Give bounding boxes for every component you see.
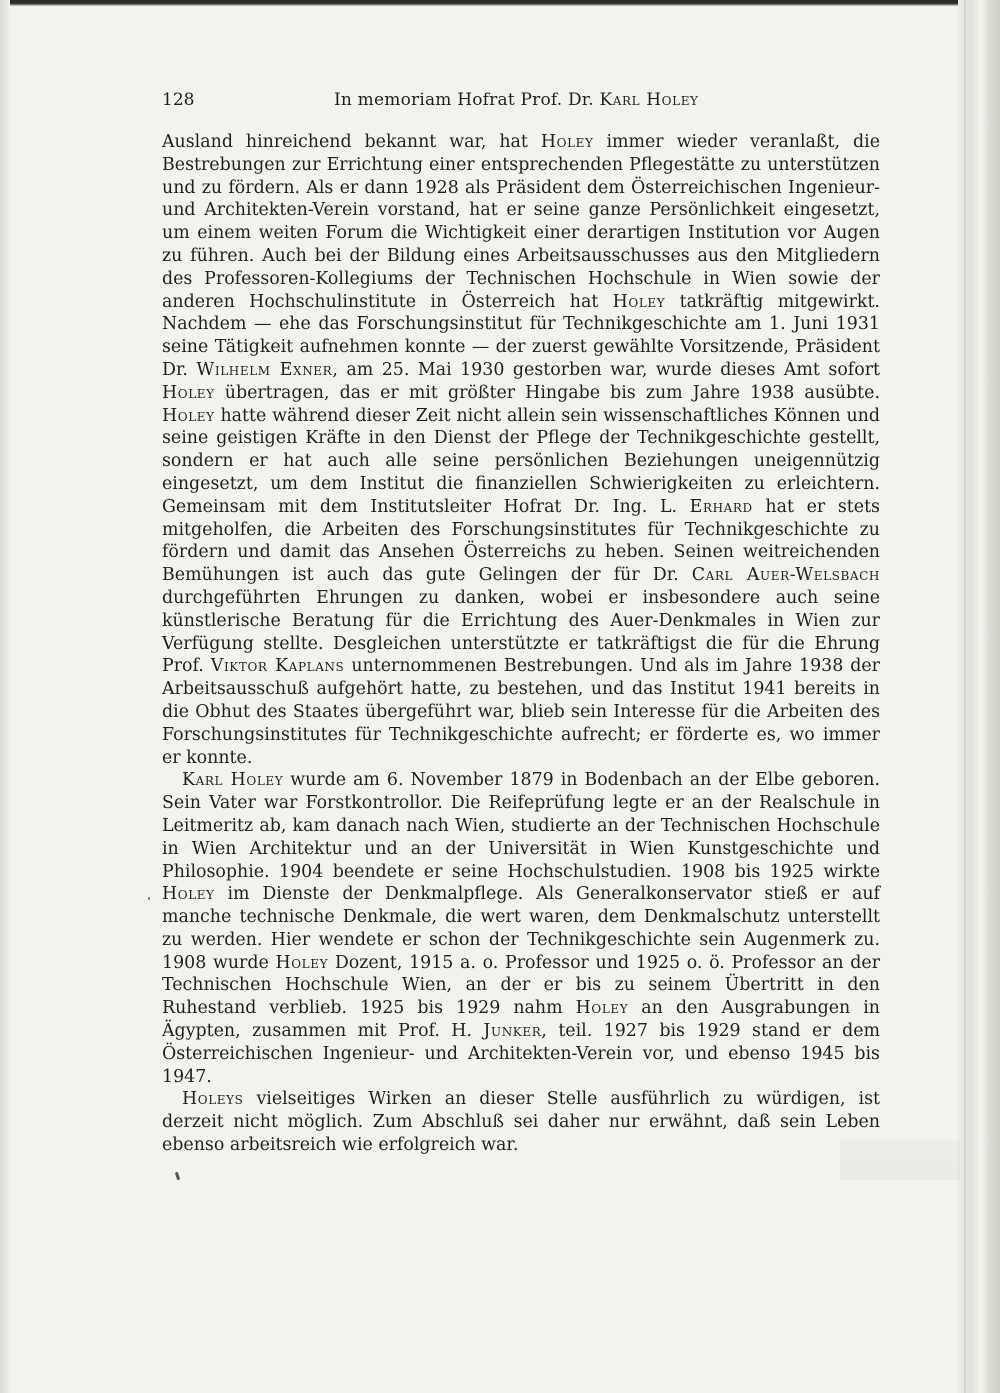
body-text — [162, 131, 880, 1157]
name-smallcaps: Holey — [275, 952, 329, 973]
paragraph — [162, 131, 880, 769]
page-left-edge — [0, 0, 10, 1393]
name-smallcaps: Holeys — [182, 1089, 244, 1110]
running-title-name: Karl Holey — [599, 90, 699, 110]
page-fold-line — [964, 0, 966, 1393]
name-smallcaps: Holey — [575, 998, 629, 1019]
text-run: hatte während dieser Zeit nicht allein sein wissenschaftliches Können und seine geistigen Kräfte in den Dienst der Pflege der Technikgeschichte gestellt, sondern er hat auch alle seine persönlichen Beziehungen uneigennützig eingesetzt, um dem Institut die finanziellen Schwierigkeiten zu erleichtern. Gemeinsam mit dem Institutsleiter Hofrat Dr. Ing. L. — [162, 405, 880, 517]
name-smallcaps: Karl Holey — [182, 770, 284, 791]
text-run: vielseitiges Wirken an dieser Stelle ausführlich zu würdigen, ist derzeit nicht möglich. Zum Abschluß sei daher nur erwähnt, daß sein Leben ebenso arbeitsreich wie erfolgreich war. — [162, 1089, 880, 1156]
name-smallcaps: Carl Auer-Welsbach — [691, 565, 880, 586]
text-run: immer wieder veranlaßt, die Bestrebungen zur Errichtung einer entsprechenden Pflegestätte zu unterstützen und zu fördern. Als er dann 1928 als Präsident dem Österreichischen Ingenieur- und Architekten-Verein vorstand, hat er seine ganze Persönlichkeit eingesetzt, um einem weiten Forum die Wichtigkeit einer derartigen Institution vor Augen zu führen. Auch bei der Bildung eines Arbeitsausschusses aus den Mitgliedern des Professoren-Kollegiums der Technischen Hochschule in Wien sowie der anderen Hochschulinstitute in Österreich hat — [162, 132, 880, 312]
page-number: 128 — [162, 90, 195, 110]
name-smallcaps: Junker — [483, 1021, 542, 1042]
name-smallcaps: Holey — [162, 884, 215, 905]
ink-dot — [148, 897, 150, 900]
text-run: durchgeführten Ehrungen zu danken, wobei er insbesondere auch seine künstlerische Beratung für die Errichtung des Auer-Denkmales in Wien zur Verfügung stellte. Desgleichen unterstützte er tatkräftigst die für die Ehrung Prof. — [162, 587, 880, 677]
text-run: unternommenen Bestrebungen. Und als im Jahre 1938 der Arbeitsausschuß aufgehört hatte, zu bestehen, und das Institut 1941 bereits in die Obhut des Staates übergeführt war, blieb sein Interesse für die Arbeiten des Forschungsinstitutes für Technikgeschichte aufrecht; er förderte es, wo immer er konnte. — [162, 656, 880, 768]
running-header — [162, 90, 880, 114]
text-run: an den Ausgrabungen in Ägypten, zusammen mit Prof. H. — [162, 998, 880, 1042]
running-title-prefix: In memoriam Hofrat Prof. Dr. — [334, 90, 594, 110]
ink-speck — [175, 1172, 180, 1181]
page-top-edge — [0, 0, 1000, 6]
text-run: tatkräftig mitgewirkt. Nachdem — ehe das Forschungsinstitut für Technikgeschichte am 1. Juni 1931 seine Tätigkeit aufnehmen konnte — der zuerst gewählte Vorsitzende, Präsident Dr. — [162, 291, 880, 380]
text-run: übertragen, das er mit größter Hingabe bis zum Jahre 1938 ausübte. — [214, 382, 880, 403]
name-smallcaps: Viktor Kaplans — [210, 656, 345, 677]
name-smallcaps: Holey — [162, 405, 215, 426]
running-title — [334, 90, 699, 110]
name-smallcaps: Wilhelm Exner — [196, 359, 333, 380]
text-run: , am 25. Mai 1930 gestorben war, wurde dieses Amt sofort — [332, 359, 880, 380]
name-smallcaps: Holey — [540, 132, 594, 152]
name-smallcaps: Erhard — [689, 496, 753, 517]
show-through — [840, 1140, 960, 1180]
paragraph — [162, 1088, 880, 1156]
text-run: Ausland hinreichend bekannt war, hat — [162, 132, 541, 152]
text-run: wurde am 6. November 1879 in Bodenbach an der Elbe geboren. Sein Vater war Forstkontrollor. Die Reifeprüfung legte er an der Realschule in Leitmeritz ab, kam danach nach Wien, studierte an der Technischen Hochschule in Wien Architektur und an der Universität in Wien Kunstgeschichte und Philosophie. 1904 beendete er seine Hochschulstudien. 1908 bis 1925 wirkte — [162, 770, 880, 882]
name-smallcaps: Holey — [162, 382, 215, 403]
text-run: im Dienste der Denkmalpflege. Als Generalkonservator stieß er auf manche technische Denkmale, die wert waren, dem Denkmalschutz unterstellt zu werden. Hier wendete er schon der Technikgeschichte sein Augenmerk zu. 1908 wurde — [162, 884, 880, 973]
name-smallcaps: Holey — [612, 291, 666, 312]
text-run: , teil. 1927 bis 1929 stand er dem Österreichischen Ingenieur- und Architekten-Verein vor, und ebenso 1945 bis 1947. — [162, 1021, 880, 1087]
paragraph — [162, 769, 880, 1088]
text-run: Dozent, 1915 a. o. Professor und 1925 o. ö. Professor an der Technischen Hochschule Wien, an der er bis zu seinem Übertritt in den Ruhestand verblieb. 1925 bis 1929 nahm — [162, 952, 881, 1019]
text-run: hat er stets mitgeholfen, die Arbeiten des Forschungsinstitutes für Technikgeschichte zu fördern und damit das Ansehen Österreichs zu heben. Seinen weitreichenden Bemühungen ist auch das gute Gelingen der für Dr. — [162, 496, 880, 586]
